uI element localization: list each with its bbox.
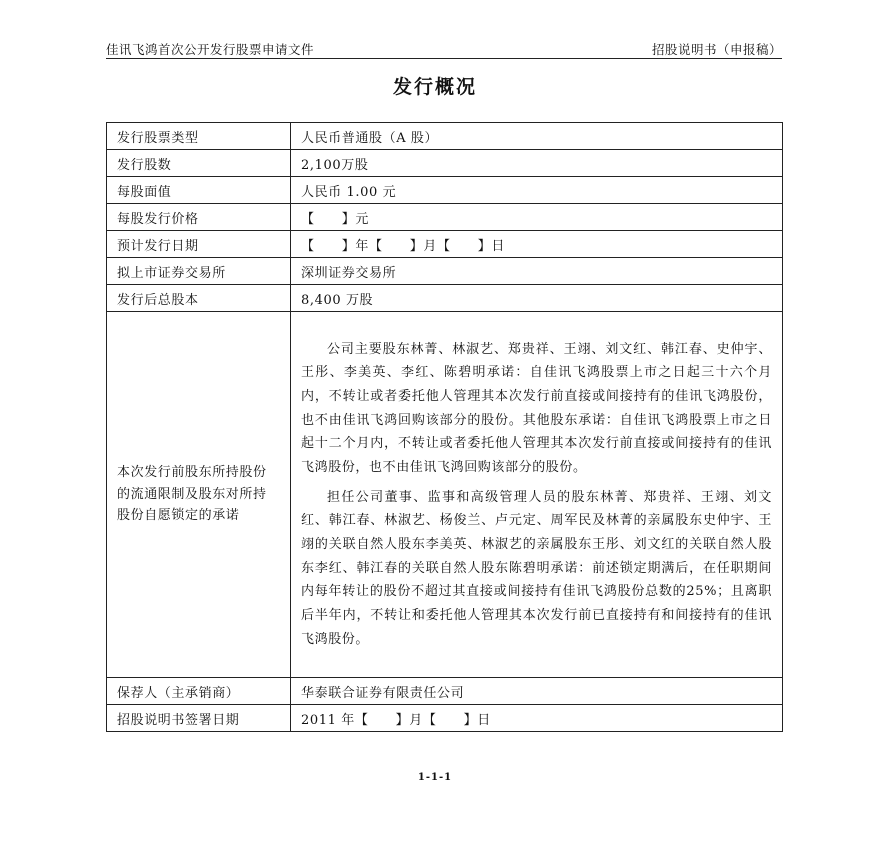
row-value: 2011 年【 】月【 】日 [291, 705, 783, 732]
row-value: 2,100万股 [291, 150, 783, 177]
table-row [107, 705, 783, 732]
row-value: 【 】元 [291, 204, 783, 231]
page-number: 1-1-1 [417, 772, 453, 783]
header-left: 佳讯飞鸿首次公开发行股票申请文件 [106, 42, 315, 57]
running-header [106, 40, 782, 58]
row-label: 发行后总股本 [107, 285, 291, 312]
row-label: 每股发行价格 [107, 204, 291, 231]
table-row [107, 285, 783, 312]
lockup-paragraph-1: 公司主要股东林菁、林淑艺、郑贵祥、王翊、刘文红、韩江春、史仲宇、王彤、李美英、李红、陈碧明承诺：自佳讯飞鸿股票上市之日起三十六个月内，不转让或者委托他人管理其本次发行前直接或间接持有的佳讯飞鸿股份，也不由佳讯飞鸿回购该部分的股份。其他股东承诺：自佳讯飞鸿股票上市之日起十二个月内，不转让或者委托他人管理其本次发行前直接或间接持有的佳讯飞鸿股份，也不由佳讯飞鸿回购该部分的股份。 [301, 341, 772, 476]
row-label: 每股面值 [107, 177, 291, 204]
table-row [107, 678, 783, 705]
row-value: 人民币 1.00 元 [291, 177, 783, 204]
row-label: 预计发行日期 [107, 231, 291, 258]
page-title: 发行概况 [392, 76, 477, 98]
header-right: 招股说明书（申报稿） [651, 42, 782, 57]
table-row-lockup [107, 312, 783, 678]
row-label: 发行股票类型 [107, 123, 291, 150]
lockup-paragraph-2: 担任公司董事、监事和高级管理人员的股东林菁、郑贵祥、王翊、刘文红、韩江春、林淑艺、杨俊兰、卢元定、周军民及林菁的亲属股东史仲宇、王翊的关联自然人股东李美英、林淑艺的亲属股东王彤、刘文红的关联自然人股东李红、韩江春的关联自然人股东陈碧明承诺：前述锁定期满后，在任职期间内每年转让的股份不超过其直接或间接持有佳讯飞鸿股份总数的25%；且离职后半年内，不转让和委托他人管理其本次发行前已直接持有和间接持有的佳讯飞鸿股份。 [301, 489, 772, 647]
row-value: 深圳证券交易所 [291, 258, 783, 285]
table-row [107, 150, 783, 177]
table-row [107, 123, 783, 150]
row-value: 华泰联合证券有限责任公司 [291, 678, 783, 705]
row-label: 拟上市证券交易所 [107, 258, 291, 285]
lockup-content [291, 312, 783, 678]
table-row [107, 258, 783, 285]
row-value: 人民币普通股（A 股） [291, 123, 783, 150]
row-value: 【 】年【 】月【 】日 [291, 231, 783, 258]
lockup-label: 本次发行前股东所持股份的流通限制及股东对所持股份自愿锁定的承诺 [107, 312, 291, 678]
table-row [107, 177, 783, 204]
row-value: 8,400 万股 [291, 285, 783, 312]
row-label: 保荐人（主承销商） [107, 678, 291, 705]
table-row [107, 204, 783, 231]
header-rule [106, 58, 782, 59]
offering-summary-table [106, 122, 783, 732]
row-label: 招股说明书签署日期 [107, 705, 291, 732]
table-row [107, 231, 783, 258]
row-label: 发行股数 [107, 150, 291, 177]
